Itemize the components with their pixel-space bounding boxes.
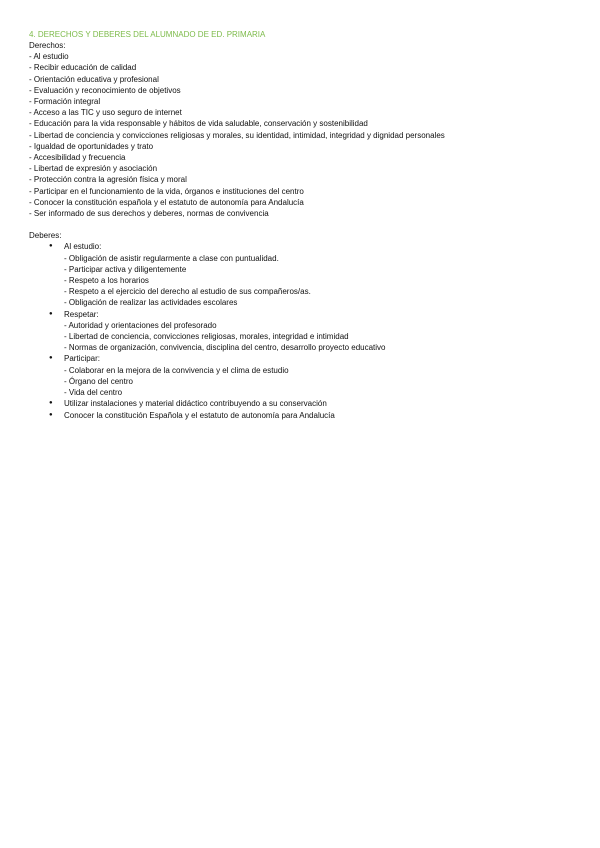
derecho-item: - Acceso a las TIC y uso seguro de internet xyxy=(29,108,182,118)
deber-sub-item: - Normas de organización, convivencia, disciplina del centro, desarrollo proyecto educativo xyxy=(64,343,386,353)
derechos-label: Derechos: xyxy=(29,41,66,50)
deber-group-title: Conocer la constitución Española y el estatuto de autonomía para Andalucía xyxy=(64,410,335,420)
deber-sub-item: - Órgano del centro xyxy=(64,376,133,386)
derecho-item: - Accesibilidad y frecuencia xyxy=(29,153,126,163)
deber-group xyxy=(49,398,574,409)
deberes-list xyxy=(29,241,574,420)
derecho-item: - Libertad de expresión y asociación xyxy=(29,164,158,174)
deber-sub-item: - Obligación de asistir regularmente a clase con puntualidad. xyxy=(64,253,279,263)
document-page xyxy=(29,29,574,421)
bullet-icon: ● xyxy=(49,310,53,317)
deber-sub-item: - Autoridad y orientaciones del profesorado xyxy=(64,320,217,330)
deber-group-title: Al estudio: xyxy=(64,242,102,252)
deber-sub-item: - Colaborar en la mejora de la convivencia y el clima de estudio xyxy=(64,365,289,375)
derecho-item: - Educación para la vida responsable y hábitos de vida saludable, conservación y sostenibilidad xyxy=(29,119,368,129)
bullet-icon: ● xyxy=(49,411,53,418)
deber-sub-item: - Participar activa y diligentemente xyxy=(64,264,187,274)
derecho-item: - Libertad de conciencia y convicciones religiosas y morales, su identidad, intimidad, integridad y dignidad personales xyxy=(29,130,445,140)
derechos-list xyxy=(29,51,574,219)
derecho-item: - Formación integral xyxy=(29,97,101,107)
spacer xyxy=(29,219,574,230)
deber-sub-item: - Respeto a los horarios xyxy=(64,276,149,286)
deberes-label: Deberes: xyxy=(29,231,62,241)
deber-sub-item: - Vida del centro xyxy=(64,388,123,398)
deber-group xyxy=(49,241,574,252)
section-heading: 4. DERECHOS Y DEBERES DEL ALUMNADO DE ED. PRIMARIA xyxy=(29,30,266,39)
bullet-icon: ● xyxy=(49,243,53,250)
bullet-icon: ● xyxy=(49,400,53,407)
deber-sub-item: - Respeto a el ejercicio del derecho al estudio de sus compañeros/as. xyxy=(64,287,311,297)
deber-group-title: Participar: xyxy=(64,354,101,364)
deber-group-title: Utilizar instalaciones y material didáctico contribuyendo a su conservación xyxy=(64,399,327,409)
deber-group-title: Respetar: xyxy=(64,309,99,319)
derecho-item: - Orientación educativa y profesional xyxy=(29,74,159,84)
derecho-item: - Al estudio xyxy=(29,52,69,62)
deber-group xyxy=(49,309,574,320)
derecho-item: - Conocer la constitución española y el estatuto de autonomía para Andalucía xyxy=(29,197,304,207)
derecho-item: - Participar en el funcionamiento de la vida, órganos e instituciones del centro xyxy=(29,186,304,196)
derecho-item: - Protección contra la agresión física y moral xyxy=(29,175,187,185)
deber-sub-item: - Libertad de conciencia, convicciones religiosas, morales, integridad e intimidad xyxy=(64,332,349,342)
derecho-item: - Igualdad de oportunidades y trato xyxy=(29,141,154,151)
deber-group xyxy=(49,353,574,364)
derecho-item: - Ser informado de sus derechos y deberes, normas de convivencia xyxy=(29,209,269,219)
bullet-icon: ● xyxy=(49,355,53,362)
deber-sub-item: - Obligación de realizar las actividades escolares xyxy=(64,298,238,308)
deber-group xyxy=(49,410,574,421)
derecho-item: - Recibir educación de calidad xyxy=(29,63,137,73)
derecho-item: - Evaluación y reconocimiento de objetivos xyxy=(29,85,181,95)
